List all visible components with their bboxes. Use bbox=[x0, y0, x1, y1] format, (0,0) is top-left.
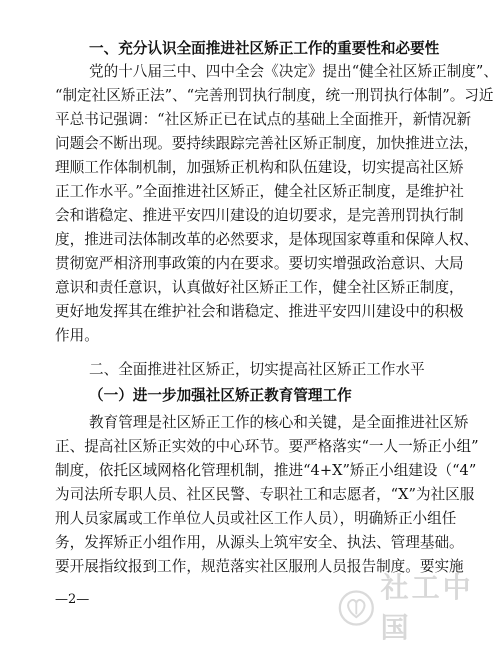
paragraph-line: 党的十八届三中、四中全会《决定》提出“健全社区矫正制度”、 bbox=[89, 63, 498, 80]
paragraph-line: 为司法所专职人员、社区民警、专职社工和志愿者，“X”为社区服 bbox=[55, 486, 475, 503]
paragraph-line: 正、提高社区矫正实效的中心环节。要严格落实“一人一矫正小组” bbox=[55, 438, 479, 455]
paragraph-line: 正工作水平。”全面推进社区矫正，健全社区矫正制度，是维护社 bbox=[55, 183, 464, 200]
subsection-heading: （一）进一步加强社区矫正教育管理工作 bbox=[89, 387, 352, 404]
paragraph-line: 务，发挥矫正小组作用，从源头上筑牢安全、执法、管理基础。 bbox=[55, 534, 464, 551]
paragraph-line: 制度，依托区域网格化管理机制，推进“4+X”矫正小组建设（“4” bbox=[55, 462, 477, 479]
section-heading-2: 二、全面推进社区矫正，切实提高社区矫正工作水平 bbox=[89, 361, 425, 378]
page-number: —2— bbox=[55, 592, 90, 607]
paragraph-line: 刑人员家属或工作单位人员或社区工作人员），明确矫正小组任 bbox=[55, 510, 457, 527]
watermark bbox=[338, 571, 500, 644]
paragraph-line: 理顺工作体制机制，加强矫正机构和队伍建设，切实提高社区矫 bbox=[55, 159, 464, 176]
paragraph-line: “制定社区矫正法”、“完善刑罚执行制度，统一刑罚执行体制”。习近 bbox=[55, 87, 494, 104]
paragraph-line: 作用。 bbox=[55, 327, 99, 344]
section-heading-1: 一、充分认识全面推进社区矫正工作的重要性和必要性 bbox=[89, 40, 440, 57]
paragraph-line: 会和谐稳定、推进平安四川建设的迫切要求，是完善刑罚执行制 bbox=[55, 207, 464, 224]
paragraph-line: 要开展指纹报到工作，规范落实社区服刑人员报告制度。要实施 bbox=[55, 558, 464, 575]
social-work-heart-logo-icon bbox=[338, 589, 375, 627]
paragraph-line: 问题会不断出现。要持续跟踪完善社区矫正制度，加快推进立法， bbox=[55, 135, 479, 152]
watermark-text: 社工中国 bbox=[380, 571, 474, 644]
paragraph-line: 平总书记强调：“社区矫正已在试点的基础上全面推开，新情况新 bbox=[55, 111, 472, 128]
paragraph-line: 意识和责任意识，认真做好社区矫正工作，健全社区矫正制度， bbox=[55, 279, 464, 296]
paragraph-line: 贯彻宽严相济刑事政策的内在要求。要切实增强政治意识、大局 bbox=[55, 255, 464, 272]
paragraph-line: 度，推进司法体制改革的必然要求，是体现国家尊重和保障人权、 bbox=[55, 231, 479, 248]
paragraph-line: 教育管理是社区矫正工作的核心和关键，是全面推进社区矫 bbox=[89, 414, 469, 431]
paragraph-line: 更好地发挥其在维护社会和谐稳定、推进平安四川建设中的积极 bbox=[55, 303, 464, 320]
